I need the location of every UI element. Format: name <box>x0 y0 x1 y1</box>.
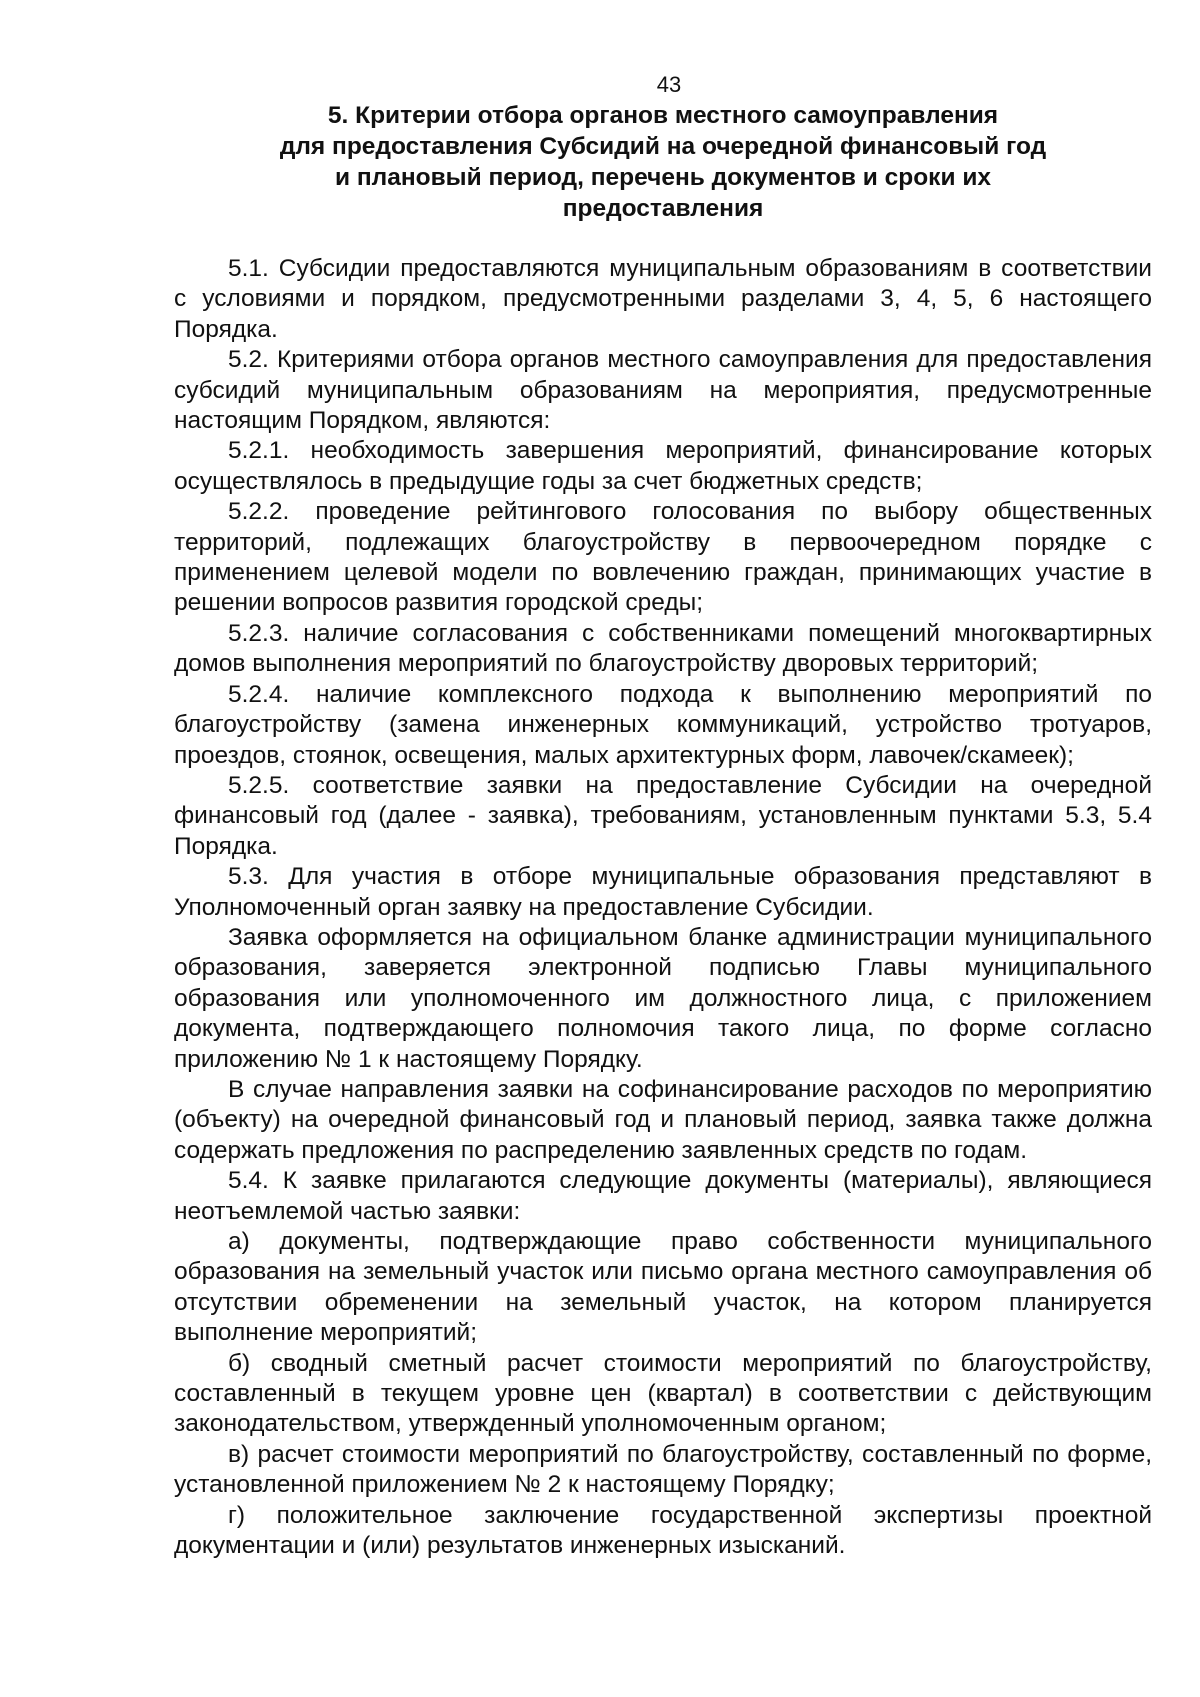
section-heading-line: и плановый период, перечень документов и сроки их <box>334 164 992 191</box>
section-heading-line: 5. Критерии отбора органов местного самоуправления <box>327 102 999 129</box>
section-heading-line: предоставления <box>562 195 764 222</box>
list-item-b: б) сводный сметный расчет стоимости мероприятий по благоустройству, составленный в текущем уровне цен (квартал) в соответствии с действующим законодательством, утвержденный уполномоченным органом; <box>174 1349 1152 1438</box>
document-body <box>174 254 1152 1561</box>
list-item-v: в) расчет стоимости мероприятий по благоустройству, составленный по форме, установленной приложением № 2 к настоящему Порядку; <box>174 1440 1152 1499</box>
paragraph-5-2-3: 5.2.3. наличие согласования с собственниками помещений многоквартирных домов выполнения мероприятий по благоустройству дворовых территорий; <box>174 619 1152 678</box>
paragraph-5-2: 5.2. Критериями отбора органов местного самоуправления для предоставления субсидий муниципальным образованиям на мероприятия, предусмотренные настоящим Порядком, являются: <box>174 346 1152 435</box>
section-heading-line: для предоставления Субсидий на очередной финансовый год <box>279 133 1047 160</box>
page-number: 43 <box>656 72 682 97</box>
paragraph-5-1: 5.1. Субсидии предоставляются муниципальным образованиям в соответствии с условиями и порядком, предусмотренными разделами 3, 4, 5, 6 настоящего Порядка. <box>174 255 1152 343</box>
paragraph-application-form: Заявка оформляется на официальном бланке администрации муниципального образования, заверяется электронной подписью Главы муниципального образования или уполномоченного им должностного лица, с приложением документа, подтверждающего полномочия такого лица, по форме согласно приложению № 1 к настоящему Порядку. <box>174 923 1152 1073</box>
paragraph-5-2-5: 5.2.5. соответствие заявки на предоставление Субсидии на очередной финансовый год (далее - заявка), требованиям, установленным пунктами 5.3, 5.4 Порядка. <box>174 771 1152 860</box>
paragraph-cofinancing: В случае направления заявки на софинансирование расходов по мероприятию (объекту) на очередной финансовый год и плановый период, заявка также должна содержать предложения по распределению заявленных средств по годам. <box>174 1075 1152 1164</box>
paragraph-5-2-1: 5.2.1. необходимость завершения мероприятий, финансирование которых осуществлялось в предыдущие годы за счет бюджетных средств; <box>174 437 1152 495</box>
paragraph-5-4: 5.4. К заявке прилагаются следующие документы (материалы), являющиеся неотъемлемой частью заявки: <box>174 1167 1152 1225</box>
list-item-g: г) положительное заключение государственной экспертизы проектной документации и (или) результатов инженерных изысканий. <box>174 1501 1152 1560</box>
document-page <box>174 70 1152 1561</box>
paragraph-5-3: 5.3. Для участия в отборе муниципальные образования представляют в Уполномоченный орган заявку на предоставление Субсидии. <box>174 863 1152 921</box>
list-item-a: а) документы, подтверждающие право собственности муниципального образования на земельный участок или письмо органа местного самоуправления об отсутствии обременении на земельный участок, на котором планируется выполнение мероприятий; <box>174 1228 1152 1347</box>
section-heading <box>174 100 1152 224</box>
paragraph-5-2-4: 5.2.4. наличие комплексного подхода к выполнению мероприятий по благоустройству (замена инженерных коммуникаций, устройство тротуаров, проездов, стоянок, освещения, малых архитектурных форм, лавочек/скамеек); <box>174 680 1152 769</box>
paragraph-5-2-2: 5.2.2. проведение рейтингового голосования по выбору общественных территорий, подлежащих благоустройству в первоочередном порядке с применением целевой модели по вовлечению граждан, принимающих участие в решении вопросов развития городской среды; <box>174 498 1152 617</box>
